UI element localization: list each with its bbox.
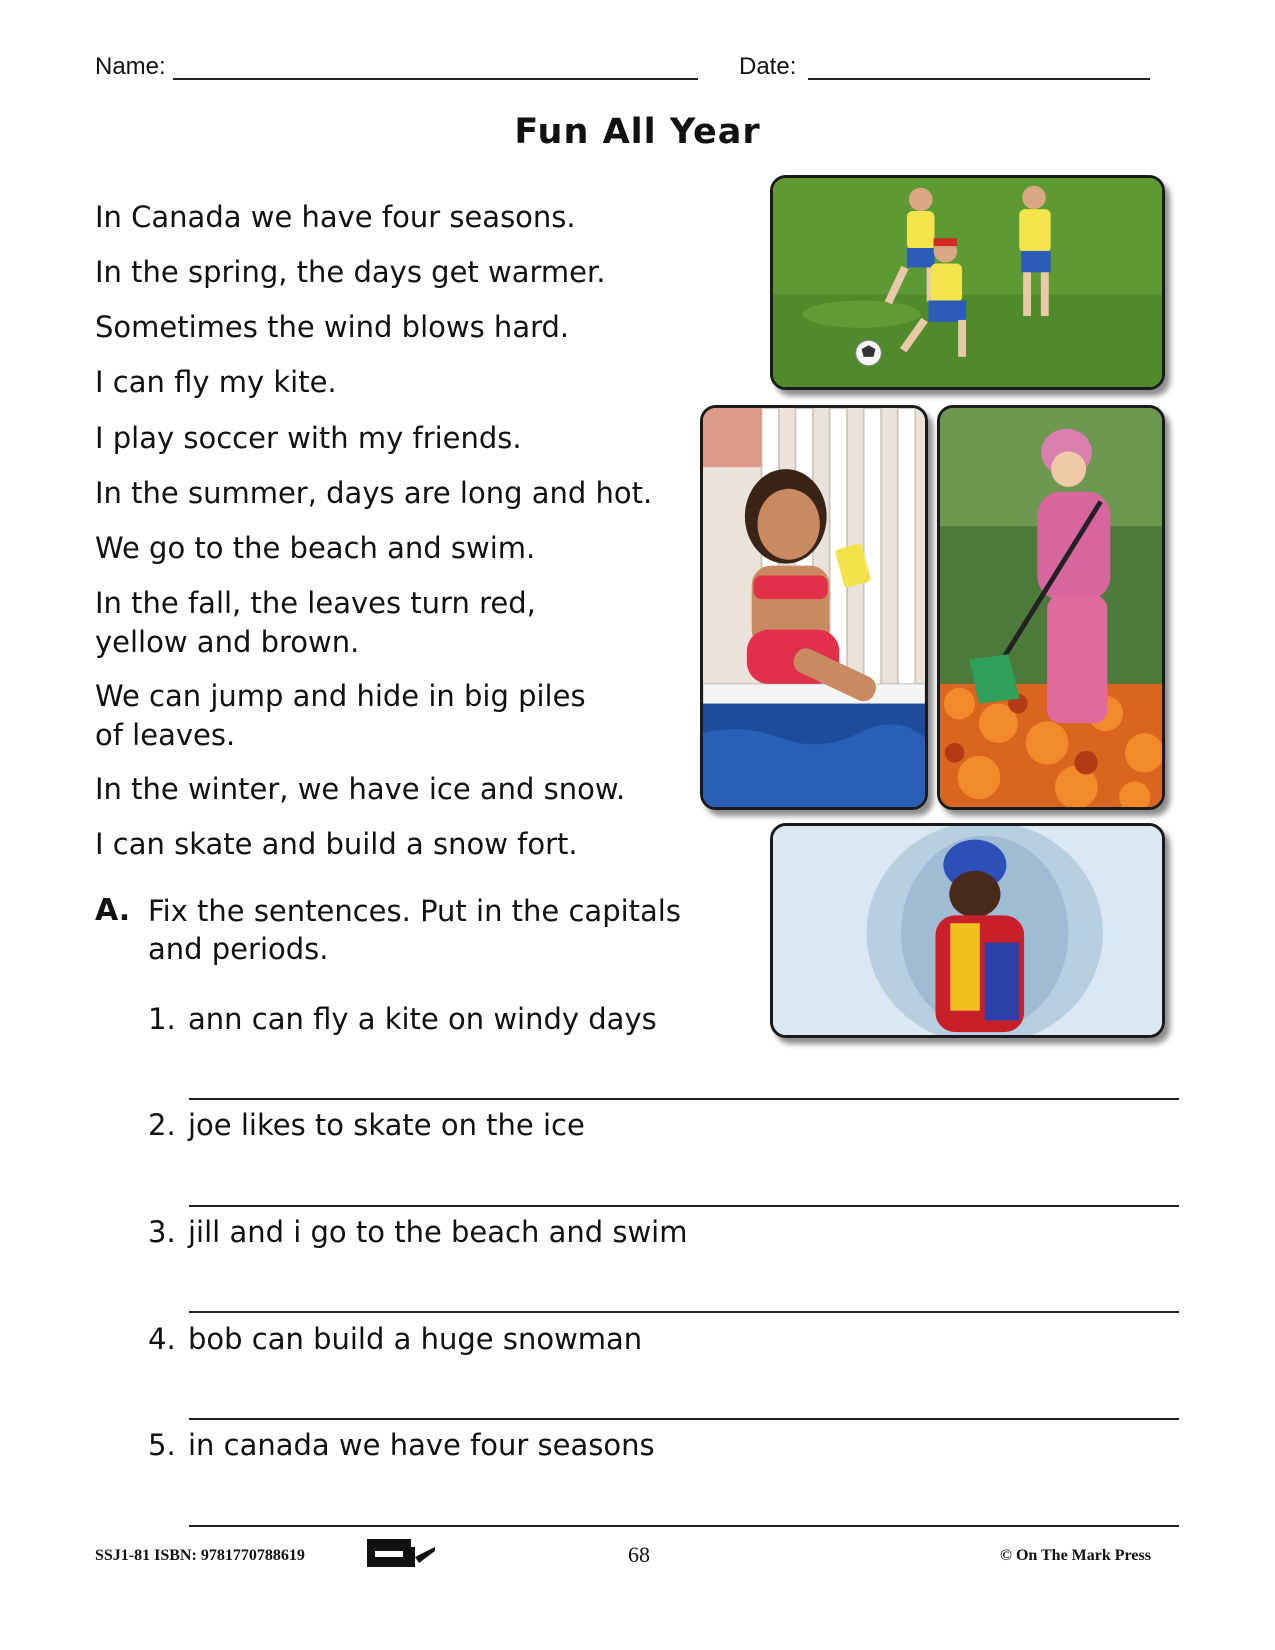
item-number: 2. bbox=[148, 1108, 176, 1142]
item-number: 3. bbox=[148, 1215, 176, 1249]
exercise-instruction: and periods. bbox=[148, 932, 329, 966]
item-number: 5. bbox=[148, 1428, 176, 1462]
passage-line: In the fall, the leaves turn red, bbox=[95, 586, 536, 620]
footer-publisher: © On The Mark Press bbox=[1000, 1547, 1151, 1564]
fall-leaves-photo-icon bbox=[940, 408, 1162, 807]
passage-line: In the summer, days are long and hot. bbox=[95, 476, 653, 510]
date-field-line[interactable] bbox=[808, 78, 1150, 80]
answer-line[interactable] bbox=[189, 1098, 1179, 1100]
footer-product-code bbox=[95, 1547, 305, 1565]
item-number: 1. bbox=[148, 1002, 176, 1036]
answer-line[interactable] bbox=[189, 1418, 1179, 1420]
name-field-line[interactable] bbox=[173, 78, 698, 80]
page-title: Fun All Year bbox=[514, 112, 761, 152]
passage-line: In Canada we have four seasons. bbox=[95, 200, 576, 234]
item-number: 4. bbox=[148, 1322, 176, 1356]
passage-line: yellow and brown. bbox=[95, 625, 360, 659]
passage-line: I can fly my kite. bbox=[95, 365, 337, 399]
soccer-photo-icon bbox=[773, 178, 1162, 387]
item-sentence: jill and i go to the beach and swim bbox=[188, 1215, 688, 1249]
answer-line[interactable] bbox=[189, 1525, 1179, 1527]
passage-line: In the winter, we have ice and snow. bbox=[95, 772, 626, 806]
exercise-instruction: Fix the sentences. Put in the capitals bbox=[148, 894, 681, 928]
passage-line: We go to the beach and swim. bbox=[95, 531, 536, 565]
passage-line: I can skate and build a snow fort. bbox=[95, 827, 578, 861]
passage-line: Sometimes the wind blows hard. bbox=[95, 310, 570, 344]
beach-photo-icon bbox=[703, 408, 925, 807]
item-sentence: in canada we have four seasons bbox=[188, 1428, 655, 1462]
copier-icon bbox=[365, 1535, 437, 1569]
footer-isbn: 9781770788619 bbox=[200, 1547, 305, 1564]
item-sentence: ann can fly a kite on windy days bbox=[188, 1002, 657, 1036]
item-sentence: bob can build a huge snowman bbox=[188, 1322, 643, 1356]
passage-line: I play soccer with my friends. bbox=[95, 421, 522, 455]
name-label: Name: bbox=[95, 53, 166, 80]
fall-leaves-photo bbox=[937, 405, 1165, 810]
date-label: Date: bbox=[739, 53, 797, 80]
exercise-letter: A. bbox=[95, 893, 131, 928]
footer-isbn-label: ISBN: bbox=[154, 1547, 197, 1564]
footer-code: SSJ1-81 bbox=[95, 1547, 151, 1564]
passage-line: of leaves. bbox=[95, 718, 236, 752]
beach-photo bbox=[700, 405, 928, 810]
answer-line[interactable] bbox=[189, 1205, 1179, 1207]
snow-fort-photo bbox=[770, 823, 1165, 1038]
passage-line: In the spring, the days get warmer. bbox=[95, 255, 606, 289]
passage-line: We can jump and hide in big piles bbox=[95, 679, 586, 713]
soccer-photo bbox=[770, 175, 1165, 390]
snow-fort-photo-icon bbox=[773, 826, 1162, 1035]
answer-line[interactable] bbox=[189, 1311, 1179, 1313]
page-number: 68 bbox=[628, 1542, 650, 1567]
item-sentence: joe likes to skate on the ice bbox=[188, 1108, 585, 1142]
